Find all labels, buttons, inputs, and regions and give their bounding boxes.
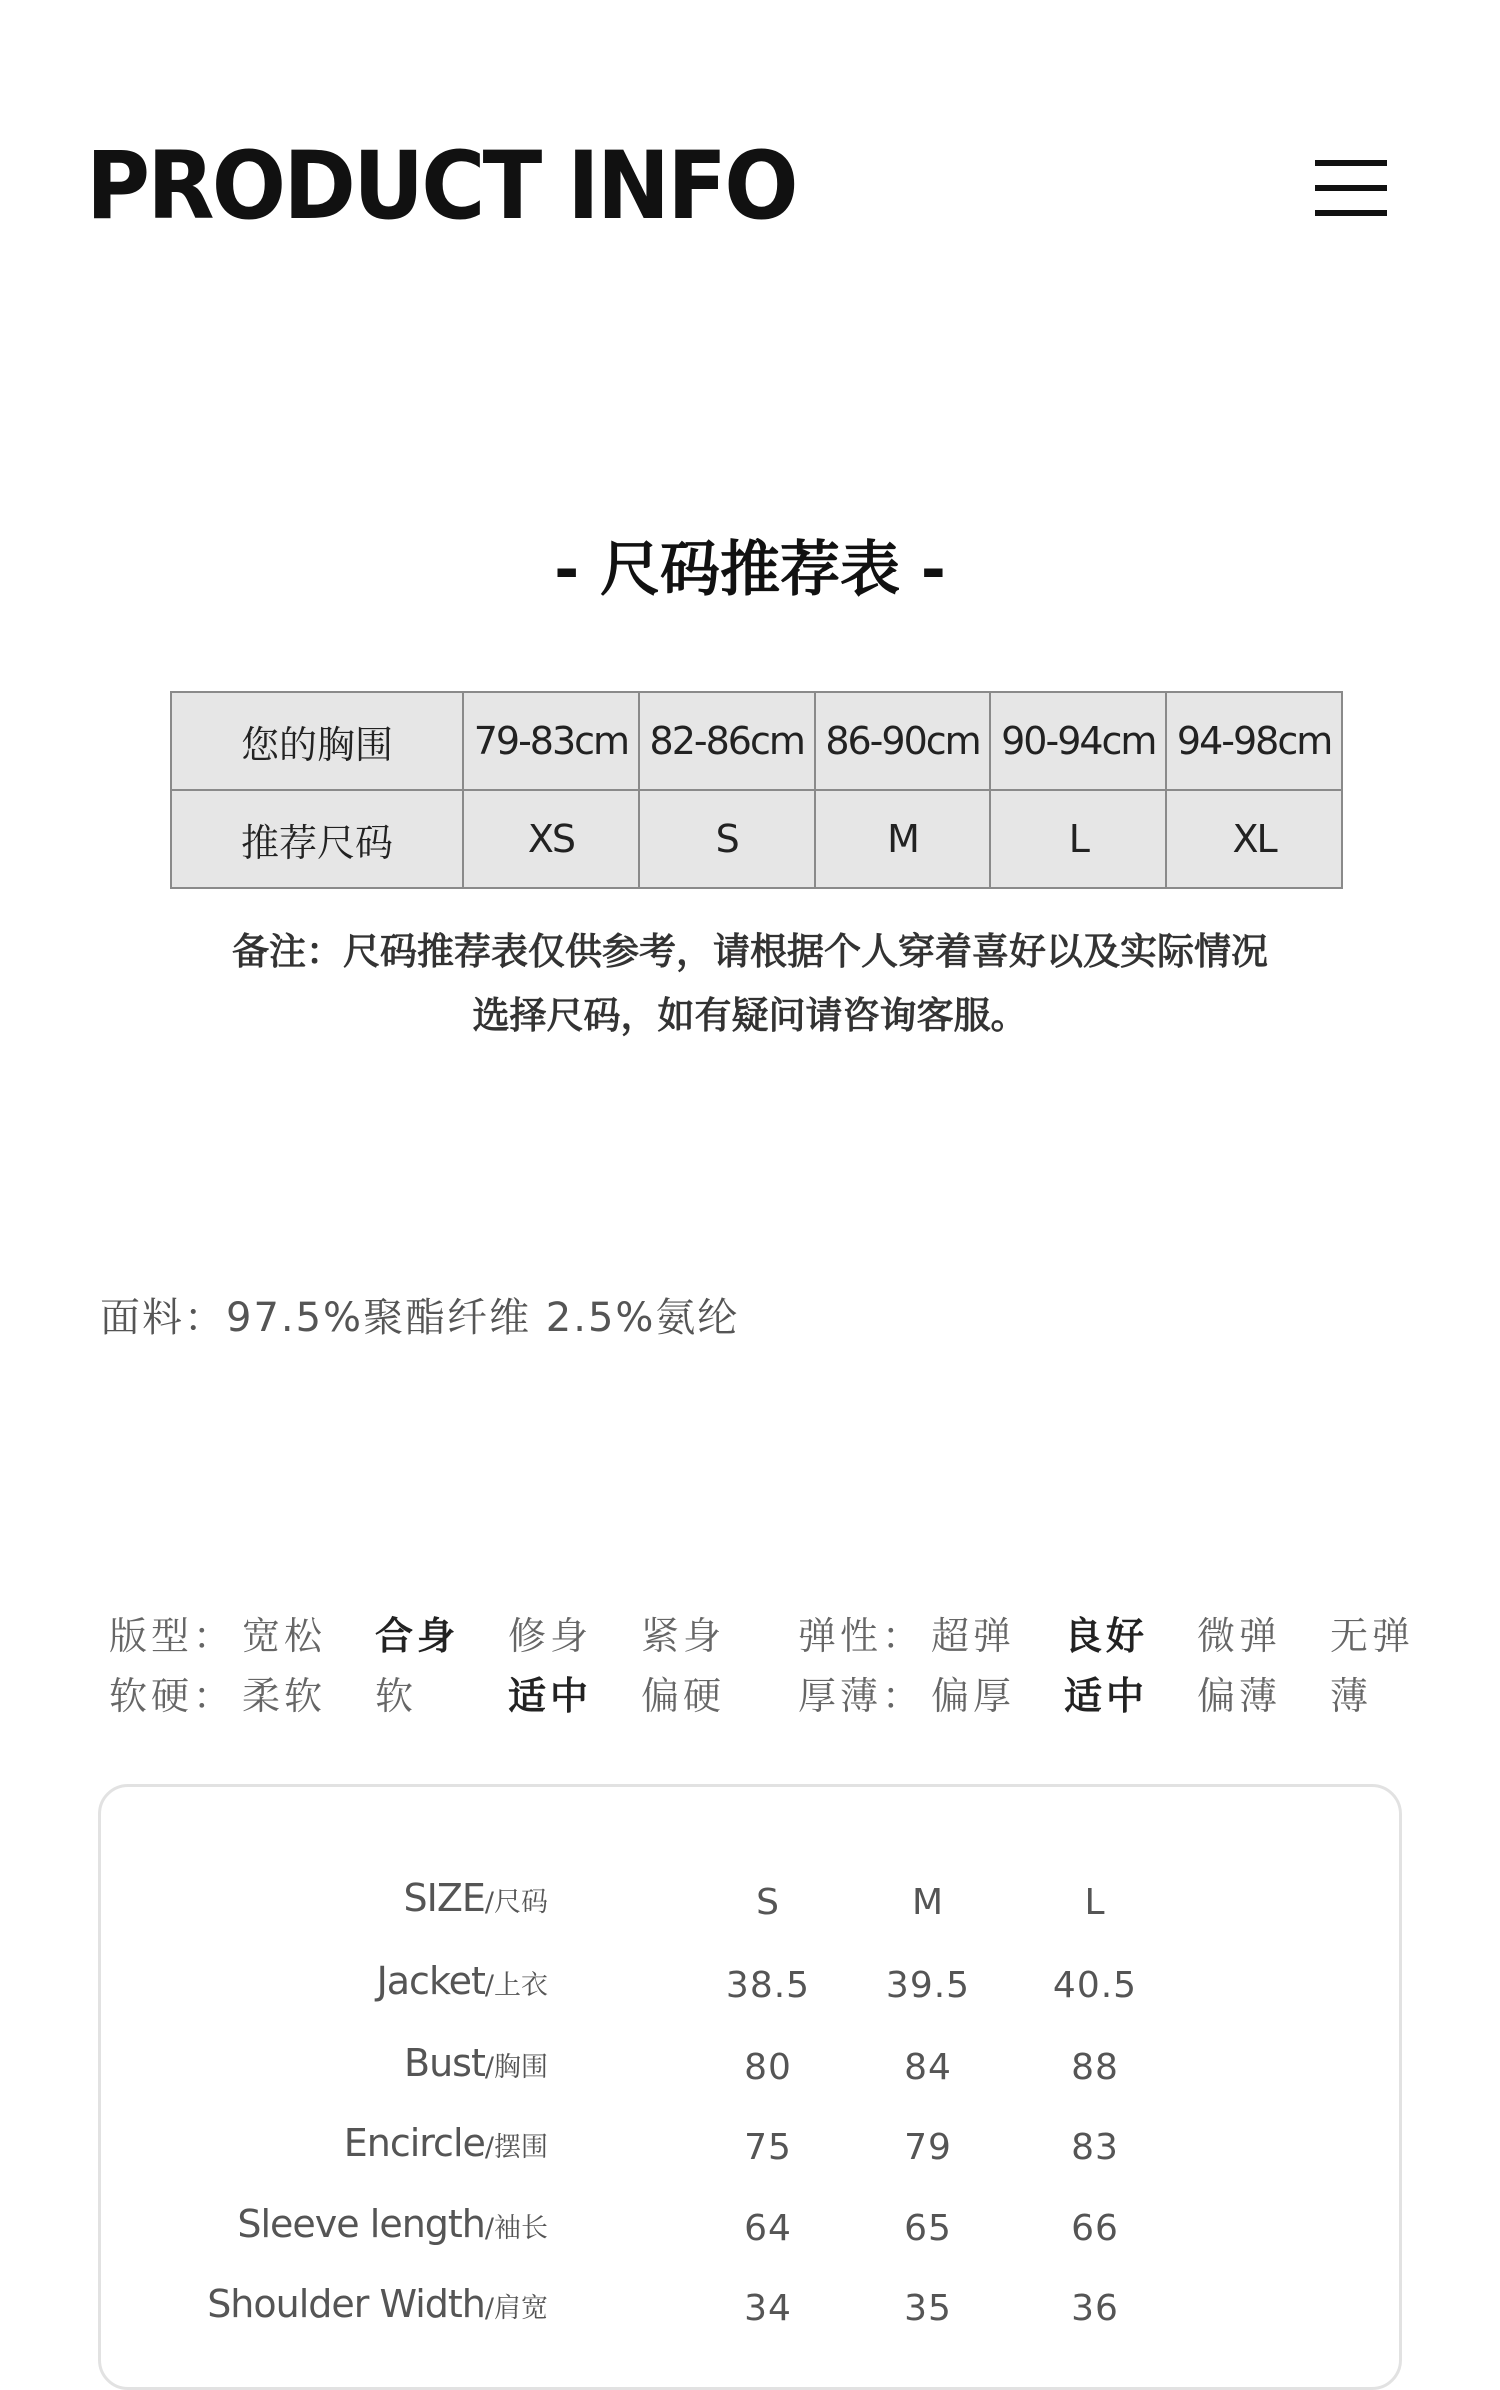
table-cell: 88 <box>1071 2047 1119 2088</box>
softness-option: 软 <box>375 1674 418 1718</box>
elasticity-option-selected: 良好 <box>1064 1614 1149 1658</box>
table-cell: 39.5 <box>885 1965 971 2006</box>
table-cell: 83 <box>1071 2127 1119 2168</box>
thickness-option: 偏薄 <box>1197 1674 1282 1718</box>
table-cell: L <box>990 790 1166 888</box>
note-line: 备注：尺码推荐表仅供参考，请根据个人穿着喜好以及实际情况 <box>232 930 1268 973</box>
table-cell: 36 <box>1071 2288 1119 2329</box>
fit-option: 宽松 <box>242 1614 327 1658</box>
table-cell: 64 <box>744 2208 792 2249</box>
label-cn: /上衣 <box>484 1970 548 2001</box>
table-row <box>171 790 1342 888</box>
label-cn: /尺码 <box>484 1887 548 1918</box>
table-cell: 65 <box>904 2208 952 2249</box>
table-row <box>0 2121 1500 2181</box>
size-recommendation-title: - 尺码推荐表 - <box>554 535 946 605</box>
table-row <box>171 692 1342 790</box>
label-cn: /袖长 <box>484 2213 548 2244</box>
table-row <box>0 2202 1500 2262</box>
fit-option: 修身 <box>508 1614 593 1658</box>
table-cell: 82-86cm <box>639 692 815 790</box>
menu-bar <box>1315 210 1387 216</box>
fabric-composition: 面料：97.5%聚酯纤维 2.5%氨纶 <box>100 1295 740 1341</box>
page-title: PRODUCT INFO <box>86 132 796 241</box>
table-cell: 38.5 <box>725 1965 811 2006</box>
table-cell: 79-83cm <box>463 692 639 790</box>
label-en: SIZE <box>403 1876 485 1920</box>
table-cell: 80 <box>744 2047 792 2088</box>
menu-bar <box>1315 160 1387 166</box>
thickness-label: 厚薄： <box>798 1674 925 1718</box>
size-recommendation-table <box>170 691 1343 889</box>
menu-bar <box>1315 185 1387 191</box>
elasticity-option: 无弹 <box>1330 1614 1415 1658</box>
label-cn: /胸围 <box>484 2052 548 2083</box>
table-row <box>0 1959 1500 2019</box>
table-cell: S <box>639 790 815 888</box>
table-cell: 40.5 <box>1052 1965 1138 2006</box>
size-chart-header <box>0 1876 1500 1936</box>
table-cell: 94-98cm <box>1166 692 1342 790</box>
fit-label: 版型： <box>109 1614 236 1658</box>
row-label <box>377 1959 548 2003</box>
label-cn: /摆围 <box>484 2132 548 2163</box>
size-note <box>0 920 1500 1048</box>
bust-header-cell: 您的胸围 <box>171 692 463 790</box>
label-en: Jacket <box>376 1959 485 2003</box>
table-cell: 84 <box>904 2047 952 2088</box>
label-cn: /肩宽 <box>484 2293 548 2324</box>
table-cell: XS <box>463 790 639 888</box>
row-label <box>344 2121 548 2165</box>
table-cell: 75 <box>744 2127 792 2168</box>
size-header-m: M <box>911 1882 945 1923</box>
thickness-option-selected: 适中 <box>1064 1674 1149 1718</box>
thickness-option: 偏厚 <box>931 1674 1016 1718</box>
size-header-l: L <box>1084 1882 1106 1923</box>
label-en: Shoulder Width <box>207 2282 485 2326</box>
softness-label: 软硬： <box>109 1674 236 1718</box>
softness-option: 偏硬 <box>641 1674 726 1718</box>
row-label <box>207 2282 548 2326</box>
fit-option-selected: 合身 <box>375 1614 460 1658</box>
attribute-row-fit-elasticity <box>0 1605 1500 1658</box>
table-cell: 34 <box>744 2288 792 2329</box>
table-row <box>0 2041 1500 2101</box>
table-cell: 66 <box>1071 2208 1119 2249</box>
attribute-row-softness-thickness <box>0 1665 1500 1718</box>
softness-option: 柔软 <box>242 1674 327 1718</box>
elasticity-label: 弹性： <box>798 1614 925 1658</box>
table-cell: 35 <box>904 2288 952 2329</box>
thickness-option: 薄 <box>1330 1674 1373 1718</box>
row-label <box>404 2041 548 2085</box>
table-cell: XL <box>1166 790 1342 888</box>
table-cell: 86-90cm <box>815 692 991 790</box>
table-cell: 90-94cm <box>990 692 1166 790</box>
table-cell: M <box>815 790 991 888</box>
size-header-s: S <box>756 1882 780 1923</box>
elasticity-option: 超弹 <box>931 1614 1016 1658</box>
label-en: Sleeve length <box>237 2202 485 2246</box>
recommended-size-header-cell: 推荐尺码 <box>171 790 463 888</box>
softness-option-selected: 适中 <box>508 1674 593 1718</box>
note-line: 选择尺码，如有疑问请咨询客服。 <box>472 994 1028 1037</box>
hamburger-menu-icon[interactable] <box>1315 160 1387 216</box>
label-en: Encircle <box>343 2121 485 2165</box>
table-row <box>0 2282 1500 2342</box>
label-en: Bust <box>404 2041 485 2085</box>
table-cell: 79 <box>904 2127 952 2168</box>
elasticity-option: 微弹 <box>1197 1614 1282 1658</box>
row-label <box>237 2202 548 2246</box>
fit-option: 紧身 <box>641 1614 726 1658</box>
size-column-label <box>404 1876 548 1920</box>
